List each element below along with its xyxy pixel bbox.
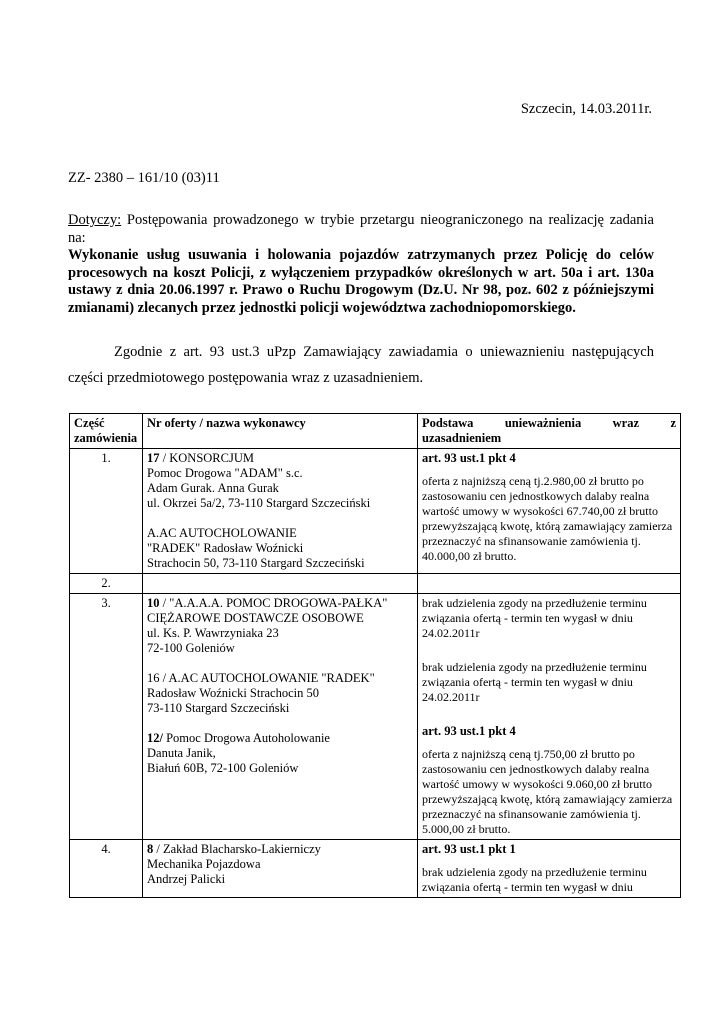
offer-line: 16 / A.AC AUTOCHOLOWANIE "RADEK": [147, 671, 375, 685]
offer-line: 72-100 Goleniów: [147, 641, 235, 655]
header-reason-line2: uzasadnieniem: [422, 431, 502, 445]
offer-line: Danuta Janik,: [147, 746, 216, 760]
offer-line: KONSORCJUM: [169, 451, 254, 465]
legal-basis: art. 93 ust.1 pkt 1: [422, 842, 516, 856]
intro-paragraph: Zgodnie z art. 93 ust.3 uPzp Zamawiający zawiadamia o uniewaznieniu następujących części przedmiotowego postępowania wraz z uzasadnieniem.: [68, 344, 654, 386]
header-part-line1: Część: [74, 416, 105, 430]
table-row: [70, 574, 681, 594]
cancellation-table: [69, 413, 681, 898]
offer-line: Andrzej Palicki: [147, 872, 226, 886]
subject-block: [68, 212, 654, 317]
offer-cell: [143, 574, 418, 594]
part-number: 4.: [70, 840, 143, 898]
table-header-row: [70, 414, 681, 449]
reason-text: brak udzielenia zgody na przedłużenie terminu związania ofertą - termin ten wygasł w dniu 24.02.2011r: [422, 660, 647, 704]
subject-title: Wykonanie usług usuwania i holowania pojazdów zatrzymanych przez Policję do celów procesowych na koszt Policji, z wyłączeniem przypadków określonych w art. 50a i art. 130a ustawy z dnia 20.06.1997 r. Prawo o Ruchu Drogowym (Dz.U. Nr 98, poz. 602 z późniejszymi zmianami) zlecanych przez jednostki policji województwa zachodniopomorskiego.: [68, 247, 654, 316]
offer-line: "A.A.A.A. POMOC DROGOWA-PAŁKA": [169, 596, 388, 610]
header-offer: Nr oferty / nazwa wykonawcy: [143, 414, 418, 449]
offer-line: ul. Ks. P. Wawrzyniaka 23: [147, 626, 279, 640]
offer-cell: 8 / Zakład Blacharsko-Lakierniczy Mechanika Pojazdowa Andrzej Palicki: [143, 840, 418, 898]
header-reason-line1: Podstawa unieważnienia wraz z: [422, 416, 676, 430]
subject-label: Dotyczy:: [68, 212, 122, 228]
offer-number: 12/: [147, 731, 163, 745]
table-row: [70, 840, 681, 898]
offer-line: CIĘŻAROWE DOSTAWCZE OSOBOWE: [147, 611, 364, 625]
reason-text: oferta z najniższą ceną tj.750,00 zł brutto po zastosowaniu cen jednostkowych dalaby realna wartość umowy w wysokości 9.060,00 zł brutto przewyższającą kwotę, którą zamawiający zamierza przeznaczyć na sfinansowanie zamówienia tj. 5.000,00 zł brutto.: [422, 747, 673, 836]
offer-line: "RADEK" Radosław Woźnicki: [147, 541, 304, 555]
reason-text: oferta z najniższą ceną tj.2.980,00 zł brutto po zastosowaniu cen jednostkowych dalaby realna wartość umowy w wysokości 67.740,00 zł brutto przewyższającą kwotę, którą zamawiający zamierza przeznaczyć na sfinansowanie zamówienia tj. 40.000,00 zł brutto.: [422, 474, 673, 563]
offer-line: 73-110 Stargard Szczeciński: [147, 701, 290, 715]
part-number: 1.: [70, 449, 143, 574]
reason-cell: [418, 594, 681, 840]
offer-line: Pomoc Drogowa "ADAM" s.c.: [147, 466, 303, 480]
reason-text: brak udzielenia zgody na przedłużenie terminu związania ofertą - termin ten wygasł w dniu: [422, 865, 647, 894]
legal-basis: art. 93 ust.1 pkt 4: [422, 451, 516, 465]
part-number: 2.: [70, 574, 143, 594]
offer-line: ul. Okrzei 5a/2, 73-110 Stargard Szczeciński: [147, 496, 371, 510]
offer-line: Strachocin 50, 73-110 Stargard Szczeciński: [147, 556, 365, 570]
part-number: 3.: [70, 594, 143, 840]
offer-line: Mechanika Pojazdowa: [147, 857, 261, 871]
table-row: [70, 449, 681, 574]
reason-text: brak udzielenia zgody na przedłużenie terminu związania ofertą - termin ten wygasł w dniu 24.02.2011r: [422, 596, 647, 640]
offer-line: Zakład Blacharsko-Lakierniczy: [162, 842, 321, 856]
legal-basis: art. 93 ust.1 pkt 4: [422, 724, 516, 738]
offer-cell: 17 / KONSORCJUM Pomoc Drogowa "ADAM" s.c. Adam Gurak. Anna Gurak ul. Okrzei 5a/2, 73-110 Stargard Szczeciński A.AC AUTOCHOLOWANIE "RADEK" Radosław Woźnicki Strachocin 50, 73-110 Stargard Szczeciński: [143, 449, 418, 574]
header-part-line2: zamówienia: [74, 431, 138, 445]
table-row: [70, 594, 681, 840]
offer-line: Adam Gurak. Anna Gurak: [147, 481, 279, 495]
reason-cell: [418, 574, 681, 594]
offer-line: Radosław Woźnicki Strachocin 50: [147, 686, 319, 700]
header-reason: [418, 414, 681, 449]
offer-number: 17: [147, 451, 160, 465]
offer-number: 10: [147, 596, 160, 610]
reference-number: ZZ- 2380 – 161/10 (03)11: [68, 170, 220, 186]
offer-line: Białuń 60B, 72-100 Goleniów: [147, 761, 299, 775]
subject-intro: Postępowania prowadzonego w trybie przetargu nieograniczonego na realizację zadania na:: [68, 212, 654, 246]
document-date: Szczecin, 14.03.2011r.: [520, 101, 652, 117]
offer-line: Pomoc Drogowa Autoholowanie: [166, 731, 330, 745]
offer-cell: 10 / "A.A.A.A. POMOC DROGOWA-PAŁKA" CIĘŻAROWE DOSTAWCZE OSOBOWE ul. Ks. P. Wawrzyniaka 23 72-100 Goleniów 16 / A.AC AUTOCHOLOWANIE "RADEK" Radosław Woźnicki Strachocin 50 73-110 Stargard Szczeciński 12/ Pomoc Drogowa Autoholowanie Danuta Janik, Białuń 60B, 72-100 Goleniów: [143, 594, 418, 840]
header-part: [70, 414, 143, 449]
offer-line: A.AC AUTOCHOLOWANIE: [147, 526, 297, 540]
reason-cell: [418, 449, 681, 574]
offer-number: 8: [147, 842, 154, 856]
reason-cell: [418, 840, 681, 898]
